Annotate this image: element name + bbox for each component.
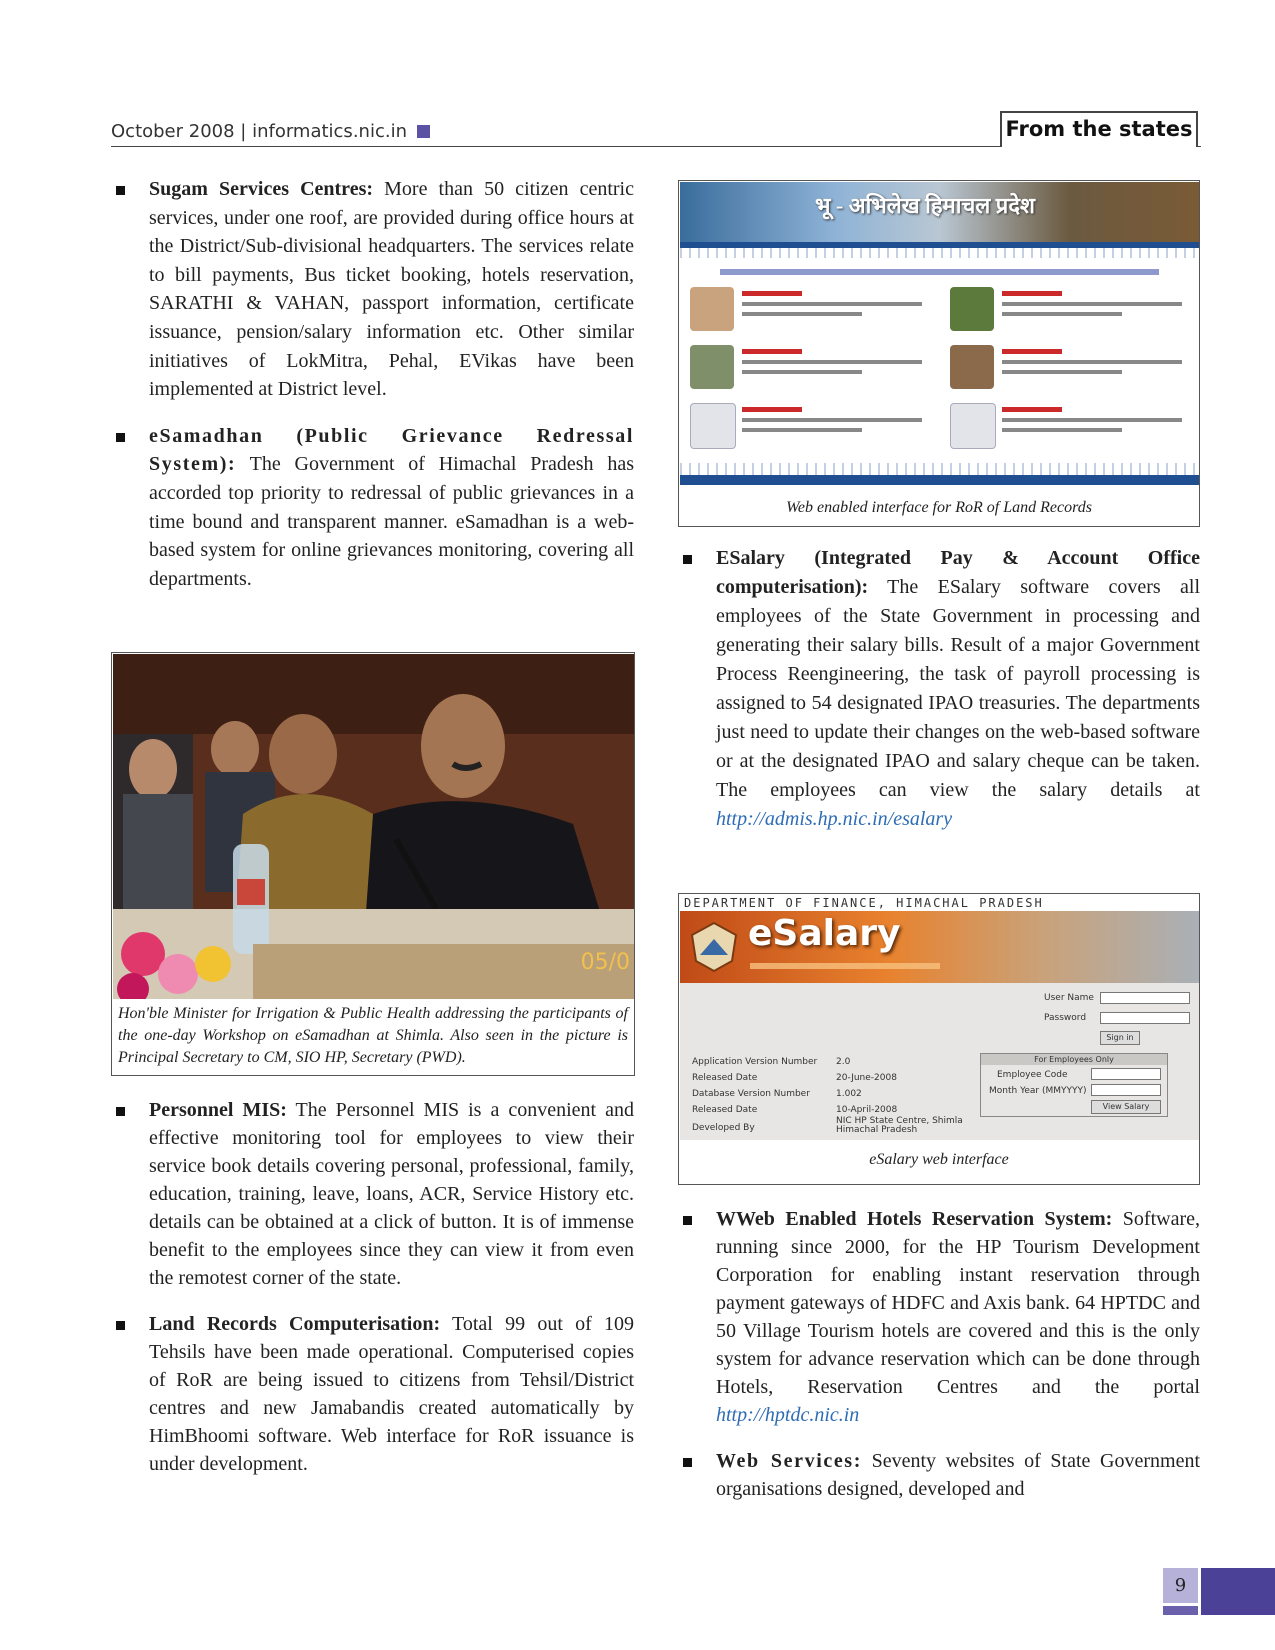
esalary-web-screenshot	[680, 895, 1199, 1140]
employee-code-label: Employee Code	[997, 1070, 1068, 1080]
ror-tile-thumb	[950, 287, 994, 331]
bullet-icon	[683, 1216, 692, 1225]
esalary-item	[678, 544, 1200, 834]
workshop-photo	[113, 654, 634, 999]
workshop-photo-figure	[111, 652, 635, 1076]
esalary-caption: eSalary web interface	[869, 1151, 1009, 1168]
land-item	[111, 1310, 634, 1478]
hotels-item	[678, 1205, 1200, 1429]
esalary-login-form	[680, 989, 1199, 1139]
web-title: Web Services:	[716, 1450, 862, 1472]
sugam-item	[111, 175, 634, 404]
ror-banner-title: भू - अभिलेख हिमाचल प्रदेश	[815, 193, 1035, 218]
view-salary-button[interactable]: View Salary	[1091, 1100, 1161, 1114]
ror-web-screenshot	[680, 182, 1199, 493]
esalary-banner	[680, 911, 1199, 983]
bullet-icon	[683, 1458, 692, 1467]
info-label: Developed By	[692, 1123, 755, 1133]
esalary-link[interactable]: http://admis.hp.nic.in/esalary	[716, 808, 953, 830]
ror-ruler	[680, 248, 1199, 258]
ror-tile-thumb	[950, 345, 994, 389]
sign-in-button[interactable]: Sign in	[1100, 1031, 1140, 1045]
ror-tile-heading	[1002, 349, 1062, 354]
esalary-dept-title: DEPARTMENT OF FINANCE, HIMACHAL PRADESH	[680, 895, 1199, 911]
esalary-tagline	[750, 963, 940, 969]
web-item	[678, 1447, 1200, 1503]
ror-tile	[950, 403, 1190, 453]
ror-tile-heading	[742, 291, 802, 296]
ror-tile-heading	[742, 349, 802, 354]
info-label: Released Date	[692, 1073, 758, 1083]
ror-banner	[680, 182, 1199, 242]
info-label: Application Version Number	[692, 1057, 818, 1067]
ror-tile	[950, 287, 1190, 337]
esamadhan-title: eSamadhan (Public Grievance Redressal System):	[149, 424, 634, 476]
ror-tile-text	[742, 418, 922, 422]
employees-only-title: For Employees Only	[981, 1054, 1167, 1065]
info-value: NIC HP State Centre, Shimla Himachal Pradesh	[836, 1116, 963, 1135]
bullet-icon	[116, 186, 125, 195]
ror-figure	[678, 180, 1200, 527]
ror-tile	[690, 287, 930, 337]
land-title: Land Records Computerisation:	[149, 1313, 441, 1335]
ror-tile-text	[1002, 312, 1122, 316]
ror-tile-thumb	[690, 287, 734, 331]
ror-tile-thumb	[950, 403, 996, 449]
ror-tile-text	[742, 312, 862, 316]
info-value: 2.0	[836, 1057, 851, 1067]
ror-tile-text	[742, 428, 862, 432]
ror-tile-heading	[1002, 407, 1062, 412]
password-input[interactable]	[1100, 1012, 1190, 1024]
ror-tile-text	[1002, 302, 1182, 306]
ror-tile-text	[1002, 370, 1122, 374]
esalary-body: The ESalary software covers all employees of the State Government in processing and generating their salary bills. Result of a major Government Process Reengineering, the task of payroll processing is assigned to 54 designated IPAO treasuries. The departments just need to update their changes on the web-based software or at the designated IPAO and salary cheque can be taken. The employees can view the salary details at	[716, 576, 1200, 801]
ror-tile-text	[742, 302, 922, 306]
personnel-item	[111, 1096, 634, 1292]
month-year-input[interactable]	[1091, 1084, 1161, 1096]
ror-intro-line	[720, 269, 1159, 275]
user-name-label: User Name	[1044, 993, 1094, 1003]
hptdc-link[interactable]: http://hptdc.nic.in	[716, 1404, 860, 1426]
ror-tile-text	[1002, 360, 1182, 364]
page-number: 9	[1163, 1568, 1198, 1603]
sugam-title: Sugam Services Centres:	[149, 178, 374, 200]
ror-tile	[690, 345, 930, 395]
right-column-middle	[678, 544, 1200, 852]
bullet-icon	[116, 433, 125, 442]
ror-tile-text	[742, 360, 922, 364]
bullet-icon	[116, 1107, 125, 1116]
ror-tile-text	[1002, 418, 1182, 422]
personnel-title: Personnel MIS:	[149, 1099, 287, 1121]
password-label: Password	[1044, 1013, 1087, 1023]
info-label: Released Date	[692, 1105, 758, 1115]
user-name-input[interactable]	[1100, 992, 1190, 1004]
ror-tile-text	[742, 370, 862, 374]
section-label: From the states	[1000, 111, 1198, 147]
workshop-photo-drawing	[113, 654, 634, 999]
hp-emblem-icon	[684, 917, 744, 977]
employees-only-panel	[980, 1053, 1168, 1117]
esamadhan-body: The Government of Himachal Pradesh has accorded top priority to redressal of public grievances in a time bound and transparent manner. eSamadhan is a web-based system for online grievances monitoring, covering all departments.	[149, 453, 634, 590]
issue-header	[111, 121, 430, 142]
info-value: 10-April-2008	[836, 1105, 898, 1115]
ror-tile-thumb	[690, 345, 734, 389]
header-square-icon	[417, 125, 430, 138]
page-tab-decoration	[1201, 1568, 1275, 1615]
ror-footer-bar	[680, 475, 1199, 485]
info-label: Database Version Number	[692, 1089, 810, 1099]
hotels-title: WWeb Enabled Hotels Reservation System:	[716, 1208, 1113, 1230]
web-body: Seventy websites of State Government organisations designed, developed and	[716, 1450, 1200, 1500]
personnel-body: The Personnel MIS is a convenient and effective monitoring tool for employees to view their service book details covering personal, professional, family, education, training, leave, loans, ACR, Service History etc. details can be obtained at a click of button. It is of immense benefit to the employees since they can view it from even the remotest corner of the state.	[149, 1099, 634, 1289]
sugam-body: More than 50 citizen centric services, under one roof, are provided during office hours at the District/Sub-divisional headquarters. The services relate to bill payments, Bus ticket booking, hotels reservation, SARATHI & VAHAN, passport information, certificate issuance, pension/salary information etc. Other similar initiatives of LokMitra, Pehal, EVikas have been implemented at District level.	[149, 178, 634, 401]
info-value: 20-June-2008	[836, 1073, 897, 1083]
ror-caption: Web enabled interface for RoR of Land Records	[786, 499, 1092, 516]
ror-tile	[690, 403, 930, 453]
bullet-icon	[683, 555, 692, 564]
photo-date-stamp: 05/0	[580, 950, 630, 975]
ror-ruler	[680, 463, 1199, 475]
ror-tile-thumb	[690, 403, 736, 449]
ror-tile-heading	[1002, 291, 1062, 296]
ror-tile-heading	[742, 407, 802, 412]
esalary-title: ESalary (Integrated Pay & Account Office computerisation):	[716, 547, 1200, 598]
page-tab-decoration	[1163, 1606, 1198, 1615]
esamadhan-item	[111, 422, 634, 594]
info-value: 1.002	[836, 1089, 862, 1099]
ror-tile-text	[1002, 428, 1122, 432]
ror-footer	[680, 463, 1199, 493]
right-column-bottom	[678, 1205, 1200, 1521]
esalary-logo: eSalary	[748, 913, 901, 954]
ror-tile	[950, 345, 1190, 395]
esalary-figure	[678, 893, 1200, 1185]
bullet-icon	[116, 1321, 125, 1330]
hotels-body: Software, running since 2000, for the HP Tourism Development Corporation for enabling instant reservation through payment gateways of HDFC and Axis bank. 64 HPTDC and 50 Village Tourism hotels are covered and this is the only system for advance reservation which can be done through Hotels, Reservation Centres and the portal	[716, 1208, 1200, 1398]
employee-code-input[interactable]	[1091, 1068, 1161, 1080]
photo-caption: Hon'ble Minister for Irrigation & Public Health addressing the participants of the one-day Workshop on eSamadhan at Shimla. Also seen in the picture is Principal Secretary to CM, SIO HP, Secretary (PWD).	[118, 1005, 628, 1066]
left-column-top	[111, 175, 634, 611]
land-body: Total 99 out of 109 Tehsils have been made operational. Computerised copies of RoR are being issued to citizens from Tehsil/District centres and new Jamabandis created automatically by HimBhoomi software. Web interface for RoR issuance is under development.	[149, 1313, 635, 1475]
issue-text: October 2008 | informatics.nic.in	[111, 121, 407, 142]
month-year-label: Month Year (MMYYYY)	[989, 1086, 1087, 1096]
left-column-bottom	[111, 1096, 634, 1496]
